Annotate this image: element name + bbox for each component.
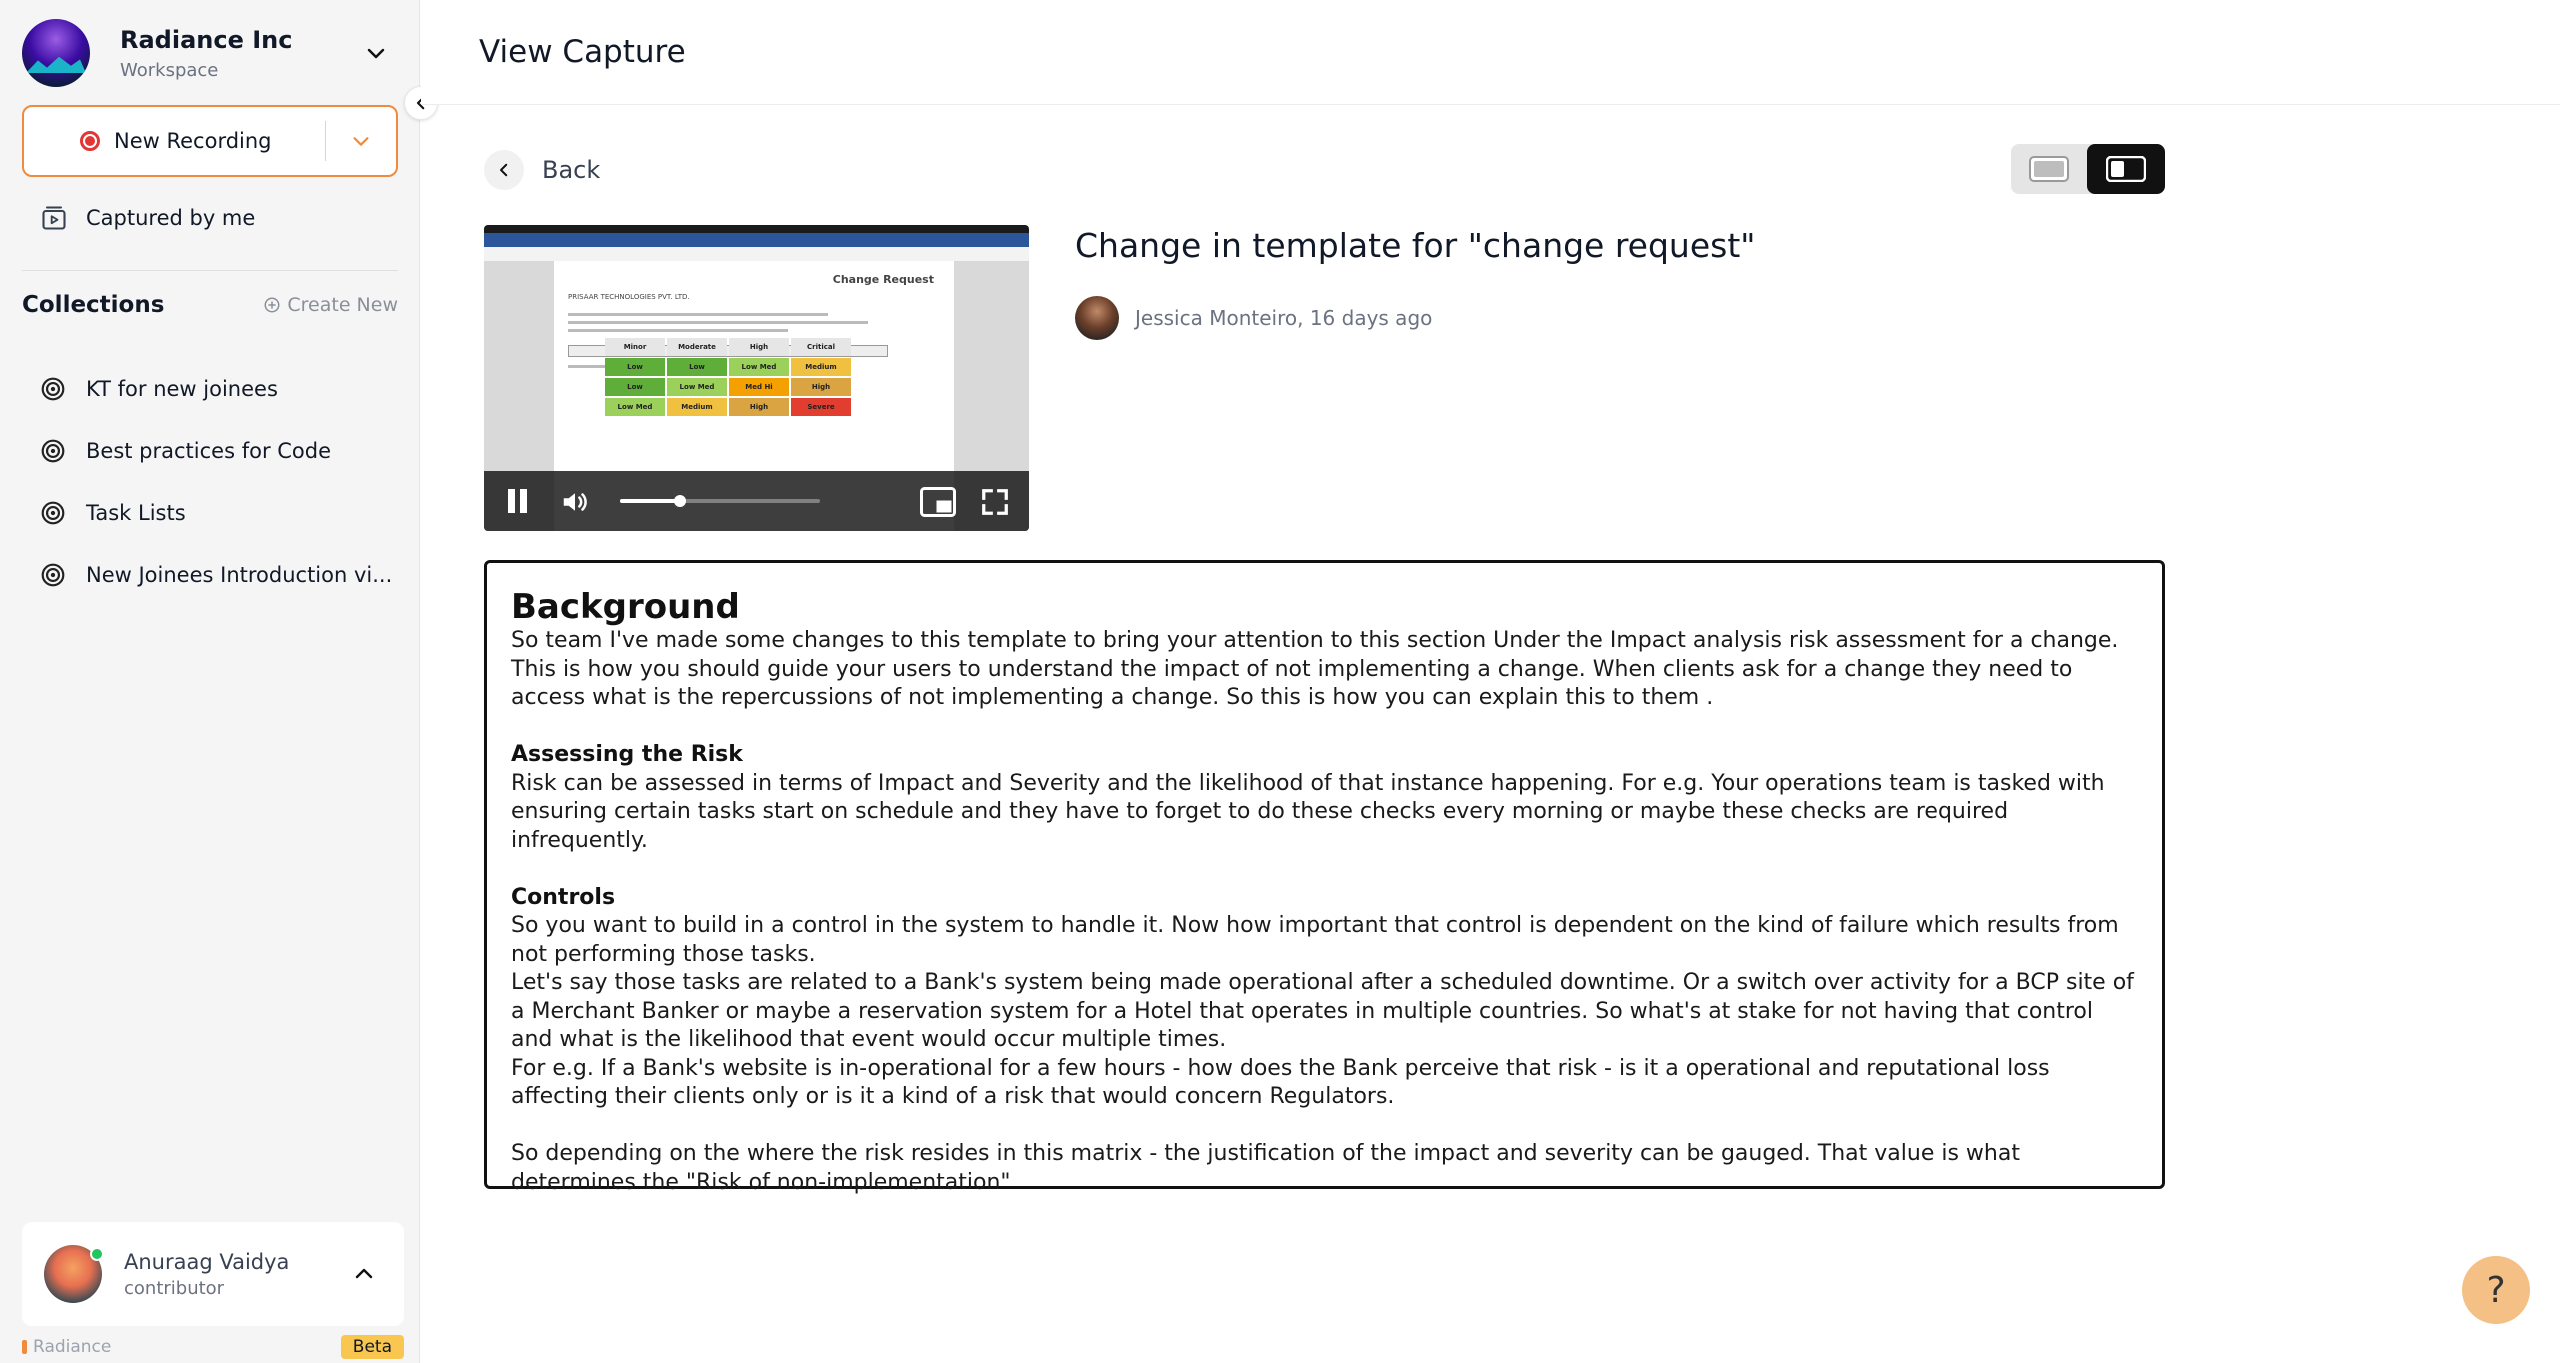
risk-matrix-cell: Low bbox=[667, 358, 727, 376]
collection-label: New Joinees Introduction vi... bbox=[86, 563, 393, 587]
target-icon bbox=[40, 438, 66, 464]
workspace-name: Radiance Inc bbox=[120, 25, 293, 54]
brand-logo bbox=[22, 1337, 111, 1357]
nav-captured-by-me[interactable] bbox=[40, 204, 255, 232]
plus-circle-icon bbox=[263, 296, 281, 314]
chevron-up-icon[interactable] bbox=[352, 1262, 376, 1286]
new-recording-button[interactable] bbox=[22, 105, 398, 177]
risk-matrix bbox=[604, 337, 852, 417]
brand-name: Radiance bbox=[33, 1337, 112, 1357]
risk-matrix-cell: High bbox=[729, 398, 789, 416]
video-library-icon bbox=[40, 204, 68, 232]
description-paragraph: Risk can be assessed in terms of Impact and Severity and the likelihood of that instance happening. For e.g. Your operations team is tasked with ensuring certain tasks start on schedule and they have to forget to do these checks every morning or maybe these checks are required infrequently. bbox=[511, 770, 2105, 853]
risk-matrix-cell: Low bbox=[605, 358, 665, 376]
description-paragraph: Let's say those tasks are related to a Bank's system being made operational after a scheduled downtime. Or a switch over activity for a BCP site of a Merchant Banker or maybe a reservation system for a Hotel that operates in multiple countries. So what's at stake for not having that control and what is the likelihood that event would occur multiple times. bbox=[511, 970, 2134, 1052]
risk-matrix-cell: Low Med bbox=[605, 398, 665, 416]
beta-badge: Beta bbox=[341, 1335, 404, 1359]
workspace-avatar bbox=[22, 19, 90, 87]
sidebar bbox=[0, 0, 420, 1363]
nav-captured-label: Captured by me bbox=[86, 206, 256, 230]
page-title: View Capture bbox=[479, 34, 686, 70]
risk-matrix-cell: Severe bbox=[791, 398, 851, 416]
help-button[interactable] bbox=[2462, 1256, 2530, 1324]
new-recording-label: New Recording bbox=[114, 129, 272, 153]
pause-icon[interactable] bbox=[506, 489, 530, 513]
progress-handle[interactable] bbox=[674, 495, 686, 507]
collection-item[interactable] bbox=[40, 500, 186, 526]
back-button[interactable] bbox=[484, 150, 600, 190]
description-paragraph: So you want to build in a control in the system to handle it. Now how important that control is dependent on the kind of failure which results from not performing those tasks. bbox=[511, 913, 2119, 967]
risk-matrix-cell: Critical bbox=[791, 338, 851, 356]
description-subheading: Controls bbox=[511, 884, 616, 910]
risk-matrix-cell: Medium bbox=[791, 358, 851, 376]
user-role: contributor bbox=[124, 1277, 225, 1299]
split-view-button[interactable] bbox=[2087, 144, 2165, 194]
risk-matrix-cell: Med Hi bbox=[729, 378, 789, 396]
user-name: Anuraag Vaidya bbox=[124, 1249, 290, 1274]
collections-heading: Collections bbox=[22, 292, 165, 318]
brand-mark-icon bbox=[22, 1340, 27, 1354]
video-progress-slider[interactable] bbox=[620, 499, 820, 503]
description-paragraph: So team I've made some changes to this template to bring your attention to this section Under the Impact analysis risk assessment for a change. This is how you should guide your users to understand the impact of not implementing a change. When clients ask for a change they need to access what is the repercussions of not implementing a change. So this is how you can explain this to them . bbox=[511, 628, 2119, 710]
online-status-indicator bbox=[90, 1247, 104, 1261]
picture-in-picture-icon[interactable] bbox=[920, 487, 956, 517]
description-paragraph: For e.g. If a Bank's website is in-operational for a few hours - how does the Bank perceive that risk - is it a operational and reputational loss affecting their clients only or is it a kind of a risk that would concern Regulators. bbox=[511, 1055, 2050, 1109]
avatar bbox=[1075, 296, 1119, 340]
author-meta: Jessica Monteiro, 16 days ago bbox=[1135, 306, 1433, 330]
workspace-switcher[interactable] bbox=[22, 18, 402, 88]
description-subheading: Assessing the Risk bbox=[511, 742, 743, 767]
create-collection-button[interactable] bbox=[263, 294, 398, 316]
full-width-view-button[interactable] bbox=[2011, 144, 2087, 194]
workspace-subtitle: Workspace bbox=[120, 59, 219, 81]
view-mode-toggle bbox=[2011, 144, 2165, 194]
collection-item[interactable] bbox=[40, 376, 278, 402]
risk-matrix-row bbox=[604, 397, 852, 417]
volume-icon[interactable] bbox=[558, 487, 592, 517]
video-player[interactable] bbox=[484, 225, 1029, 531]
record-icon bbox=[80, 131, 100, 151]
capture-author bbox=[1075, 296, 1432, 340]
create-new-label: Create New bbox=[287, 294, 398, 316]
split-layout-icon bbox=[2106, 156, 2146, 182]
risk-matrix-cell: High bbox=[791, 378, 851, 396]
risk-matrix-cell: Low Med bbox=[729, 358, 789, 376]
risk-matrix-cell: Low bbox=[605, 378, 665, 396]
collection-label: Best practices for Code bbox=[86, 439, 332, 463]
target-icon bbox=[40, 562, 66, 588]
target-icon bbox=[40, 500, 66, 526]
chevron-left-icon bbox=[495, 161, 513, 179]
back-label: Back bbox=[542, 156, 601, 184]
document-heading: Change Request bbox=[832, 273, 934, 286]
recording-options-dropdown[interactable] bbox=[326, 130, 396, 152]
risk-matrix-cell: Low Med bbox=[667, 378, 727, 396]
chevron-down-icon bbox=[350, 130, 372, 152]
risk-matrix-row bbox=[604, 357, 852, 377]
collection-item[interactable] bbox=[40, 438, 331, 464]
risk-matrix-cell: Moderate bbox=[667, 338, 727, 356]
capture-title: Change in template for "change request" bbox=[1075, 226, 1756, 265]
user-profile-card[interactable] bbox=[22, 1222, 404, 1326]
risk-matrix-row bbox=[604, 377, 852, 397]
risk-matrix-row bbox=[604, 337, 852, 357]
chevron-down-icon[interactable] bbox=[364, 41, 388, 65]
page-header bbox=[421, 0, 2560, 105]
risk-matrix-cell: Medium bbox=[667, 398, 727, 416]
target-icon bbox=[40, 376, 66, 402]
description-paragraph: So depending on the where the risk resides in this matrix - the justification of the impact and severity can be gauged. That value is what determines the "Risk of non-implementation" bbox=[511, 1141, 2020, 1195]
collection-label: Task Lists bbox=[86, 501, 186, 525]
document-company: PRISAAR TECHNOLOGIES PVT. LTD. bbox=[568, 293, 690, 301]
risk-matrix-cell: Minor bbox=[605, 338, 665, 356]
capture-description[interactable] bbox=[484, 560, 2165, 1195]
collection-item[interactable] bbox=[40, 562, 392, 588]
description-heading: Background bbox=[511, 587, 740, 627]
full-layout-icon bbox=[2029, 156, 2069, 182]
collection-label: KT for new joinees bbox=[86, 377, 278, 401]
video-controls bbox=[484, 471, 1029, 531]
avatar bbox=[44, 1245, 102, 1303]
risk-matrix-cell: High bbox=[729, 338, 789, 356]
fullscreen-icon[interactable] bbox=[980, 487, 1010, 517]
help-icon: ? bbox=[2486, 1269, 2506, 1311]
